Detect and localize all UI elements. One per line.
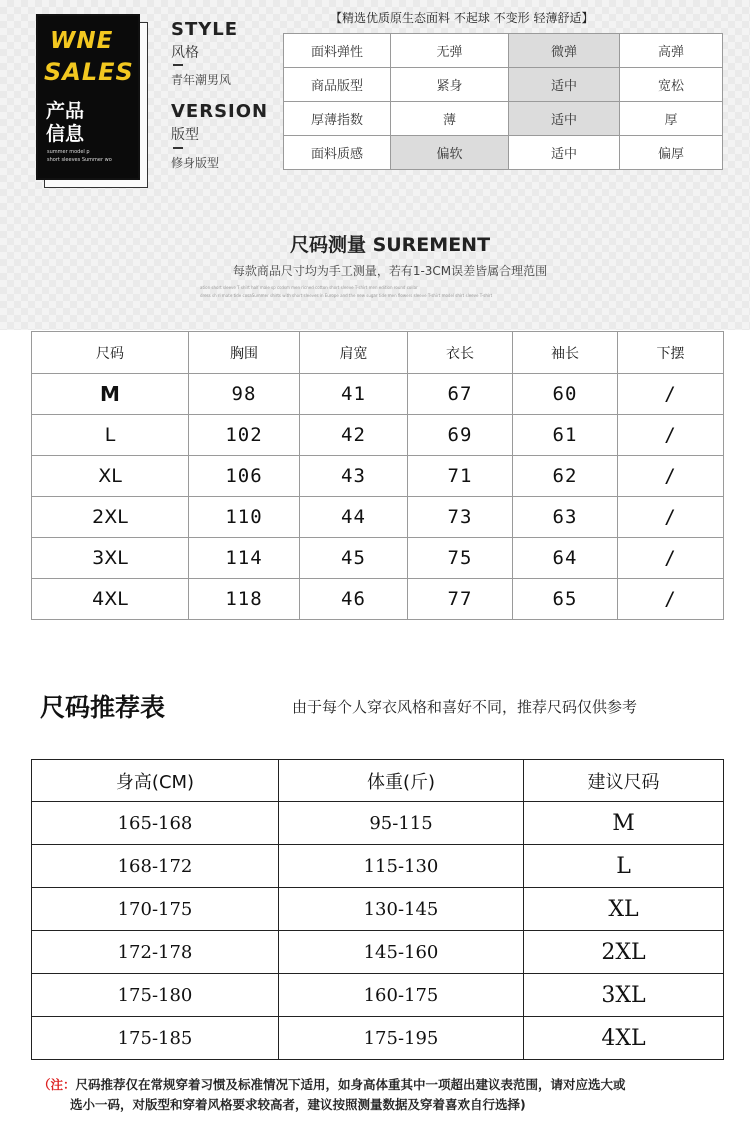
recommended-size-cell: 2XL <box>524 931 724 974</box>
attribute-name: 面料弹性 <box>284 34 391 68</box>
logo-text-line2: SALES <box>44 58 134 86</box>
style-label-cn: 风格 <box>171 45 199 61</box>
size-row <box>32 415 724 456</box>
attribute-option: 适中 <box>509 68 620 102</box>
size-row <box>32 579 724 620</box>
size-value-cell: 69 <box>408 415 513 456</box>
attribute-row <box>284 34 723 68</box>
recommended-size-cell: 4XL <box>524 1017 724 1060</box>
recommend-row <box>32 888 724 931</box>
size-value-cell: 41 <box>300 374 408 415</box>
logo-sub-line2: short sleeves Summer wo <box>47 157 112 163</box>
size-value-cell: / <box>618 538 724 579</box>
attribute-name: 面料质感 <box>284 136 391 170</box>
height-range-cell: 172-178 <box>32 931 279 974</box>
size-value-cell: 75 <box>408 538 513 579</box>
size-table-header-row <box>32 332 724 374</box>
attribute-option: 适中 <box>509 136 620 170</box>
size-value-cell: 106 <box>189 456 300 497</box>
size-value-cell: 67 <box>408 374 513 415</box>
logo-subtext <box>47 148 112 164</box>
height-range-cell: 165-168 <box>32 802 279 845</box>
size-value-cell: 102 <box>189 415 300 456</box>
height-range-cell: 168-172 <box>32 845 279 888</box>
size-value-cell: 65 <box>513 579 618 620</box>
style-divider <box>173 64 183 66</box>
attribute-option: 高弹 <box>620 34 723 68</box>
size-value-cell: / <box>618 579 724 620</box>
weight-range-cell: 130-145 <box>279 888 524 931</box>
logo-title-line1: 产品 <box>46 100 85 122</box>
footnote-line1 <box>38 1075 718 1095</box>
logo-text-line1: WNE <box>50 28 114 54</box>
size-column-header: 胸围 <box>189 332 300 374</box>
size-recommendation-table <box>31 759 724 1060</box>
size-column-header: 衣长 <box>408 332 513 374</box>
size-row <box>32 456 724 497</box>
size-value-cell: 71 <box>408 456 513 497</box>
size-value-cell: 110 <box>189 497 300 538</box>
recommended-size-cell: M <box>524 802 724 845</box>
size-value-cell: 43 <box>300 456 408 497</box>
fabric-tagline: 【精选优质原生态面料 不起球 不变形 轻薄舒适】 <box>330 11 594 25</box>
size-column-header: 袖长 <box>513 332 618 374</box>
size-measurement-table <box>31 331 724 620</box>
size-row <box>32 374 724 415</box>
attribute-option: 无弹 <box>391 34 509 68</box>
recommend-table-header-row <box>32 760 724 802</box>
size-column-header: 下摆 <box>618 332 724 374</box>
weight-range-cell: 145-160 <box>279 931 524 974</box>
logo-sub-line1: summer model p <box>47 149 90 155</box>
recommend-column-header: 建议尺码 <box>524 760 724 802</box>
style-label-en: STYLE <box>171 19 239 40</box>
size-label-cell: 2XL <box>32 497 189 538</box>
size-value-cell: 64 <box>513 538 618 579</box>
size-value-cell: 73 <box>408 497 513 538</box>
size-value-cell: / <box>618 415 724 456</box>
logo-title-line2: 信息 <box>46 123 85 145</box>
size-label-cell: 4XL <box>32 579 189 620</box>
measurement-title: 尺码测量 SUREMENT <box>289 234 491 256</box>
version-value: 修身版型 <box>171 156 220 170</box>
decorative-caption-line1: ation short sleeve T shirt half male sp ccdsm men ricned cotton short sleeve T-shirt men edition round collar <box>200 285 418 290</box>
footnote-prefix: （注： <box>38 1077 76 1092</box>
recommend-row <box>32 931 724 974</box>
decorative-caption-line2: dress sh ri mate tide cosaSummer shirts with short sleeves in Europe and the new sugar tide men flowers sleeve T-shirt model shirt sleeve T-shirt <box>200 293 493 298</box>
height-range-cell: 170-175 <box>32 888 279 931</box>
attribute-row <box>284 136 723 170</box>
height-range-cell: 175-185 <box>32 1017 279 1060</box>
weight-range-cell: 115-130 <box>279 845 524 888</box>
size-value-cell: 46 <box>300 579 408 620</box>
size-label-cell: M <box>32 374 189 415</box>
height-range-cell: 175-180 <box>32 974 279 1017</box>
attribute-option: 微弹 <box>509 34 620 68</box>
size-value-cell: 114 <box>189 538 300 579</box>
size-value-cell: / <box>618 374 724 415</box>
size-value-cell: 118 <box>189 579 300 620</box>
attribute-row <box>284 68 723 102</box>
recommend-title: 尺码推荐表 <box>40 693 166 722</box>
recommend-row <box>32 1017 724 1060</box>
recommend-row <box>32 974 724 1017</box>
size-value-cell: 98 <box>189 374 300 415</box>
footnote-text1: 尺码推荐仅在常规穿着习惯及标准情况下适用，如身高体重其中一项超出建议表范围，请对应选大或 <box>75 1077 626 1092</box>
size-label-cell: 3XL <box>32 538 189 579</box>
attribute-option: 偏厚 <box>620 136 723 170</box>
measurement-subtitle: 每款商品尺寸均为手工测量，若有1-3CM误差皆属合理范围 <box>232 264 548 278</box>
size-label-cell: XL <box>32 456 189 497</box>
size-value-cell: 44 <box>300 497 408 538</box>
size-value-cell: 63 <box>513 497 618 538</box>
version-label-cn: 版型 <box>171 127 199 143</box>
style-value: 青年潮男风 <box>171 73 232 87</box>
size-row <box>32 497 724 538</box>
size-value-cell: 62 <box>513 456 618 497</box>
version-divider <box>173 147 183 149</box>
recommend-column-header: 身高(CM) <box>32 760 279 802</box>
attribute-option: 偏软 <box>391 136 509 170</box>
size-column-header: 肩宽 <box>300 332 408 374</box>
footnote-text2: 选小一码，对版型和穿着风格要求较高者，建议按照测量数据及穿着喜欢自行选择) <box>70 1097 526 1112</box>
size-row <box>32 538 724 579</box>
fabric-attributes-table <box>283 33 723 170</box>
size-value-cell: 77 <box>408 579 513 620</box>
size-value-cell: 45 <box>300 538 408 579</box>
weight-range-cell: 160-175 <box>279 974 524 1017</box>
size-value-cell: 60 <box>513 374 618 415</box>
attribute-option: 厚 <box>620 102 723 136</box>
version-label-en: VERSION <box>171 101 269 122</box>
size-value-cell: / <box>618 456 724 497</box>
attribute-option: 适中 <box>509 102 620 136</box>
size-value-cell: 61 <box>513 415 618 456</box>
recommend-row <box>32 845 724 888</box>
size-value-cell: 42 <box>300 415 408 456</box>
product-info-section <box>0 0 750 330</box>
size-column-header: 尺码 <box>32 332 189 374</box>
recommended-size-cell: L <box>524 845 724 888</box>
attribute-option: 薄 <box>391 102 509 136</box>
attribute-row <box>284 102 723 136</box>
recommended-size-cell: 3XL <box>524 974 724 1017</box>
size-value-cell: / <box>618 497 724 538</box>
recommend-column-header: 体重(斤) <box>279 760 524 802</box>
logo-title <box>46 100 84 146</box>
attribute-name: 商品版型 <box>284 68 391 102</box>
size-footnote <box>38 1075 718 1115</box>
brand-logo <box>36 14 140 180</box>
recommend-note: 由于每个人穿衣风格和喜好不同，推荐尺码仅供参考 <box>292 698 638 716</box>
recommended-size-cell: XL <box>524 888 724 931</box>
attribute-name: 厚薄指数 <box>284 102 391 136</box>
attribute-option: 宽松 <box>620 68 723 102</box>
recommend-row <box>32 802 724 845</box>
weight-range-cell: 175-195 <box>279 1017 524 1060</box>
attribute-option: 紧身 <box>391 68 509 102</box>
weight-range-cell: 95-115 <box>279 802 524 845</box>
size-label-cell: L <box>32 415 189 456</box>
